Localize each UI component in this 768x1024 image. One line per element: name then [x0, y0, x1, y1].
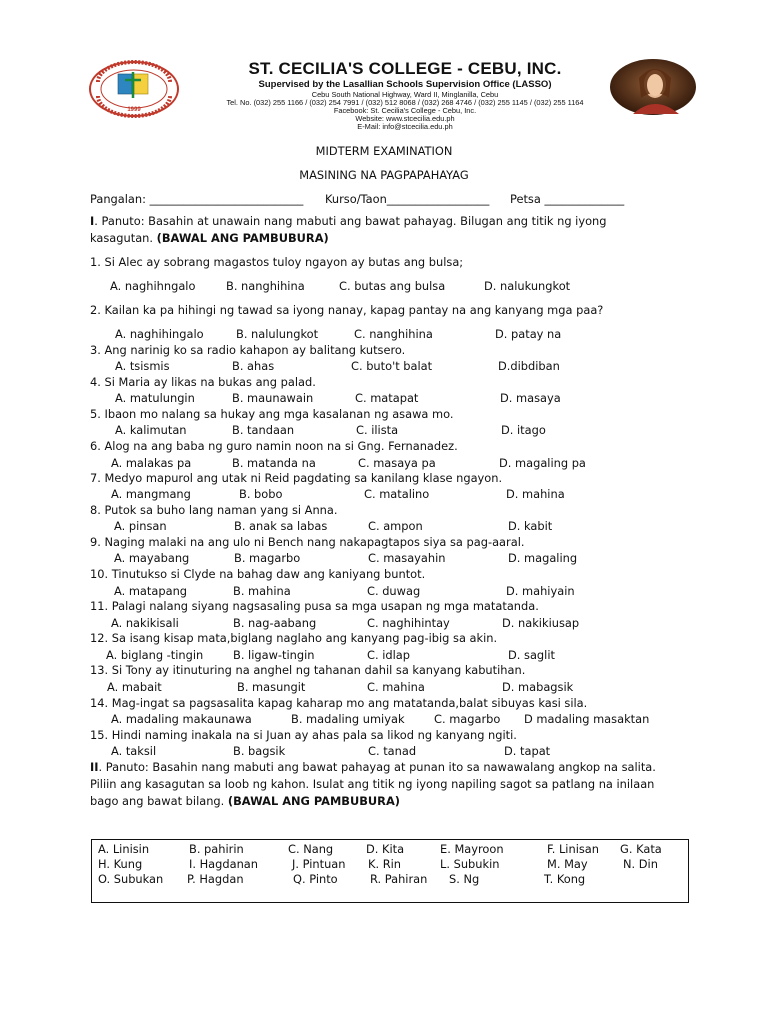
q2-option-a[interactable]: A. naghihingalo	[115, 327, 204, 341]
question-13: 13. Si Tony ay itinuturing na anghel ng tahanan dahil sa kanyang kabutihan.	[90, 663, 526, 677]
college-seal-logo	[88, 60, 180, 118]
address-line: Cebu South National Highway, Ward II, Minglanilla, Cebu	[311, 90, 499, 99]
q9-option-c[interactable]: C. masayahin	[368, 551, 446, 565]
q5-option-c[interactable]: C. ilista	[356, 423, 399, 437]
q14-option-d[interactable]: D madaling masaktan	[524, 712, 650, 726]
q5-option-b[interactable]: B. tandaan	[232, 423, 295, 437]
q15-option-a[interactable]: A. taksil	[111, 744, 157, 758]
question-6: 6. Alog na ang baba ng guro namin noon na si Gng. Fernanadez.	[90, 439, 458, 453]
q7-option-d[interactable]: D. mahina	[506, 487, 565, 501]
tel-line: Tel. No. (032) 255 1166 / (032) 254 7991 / (032) 512 8068 / (032) 268 4746 / (032) 255 1145 / (032) 255 1164	[226, 98, 584, 107]
choice-h: H. Kung	[98, 857, 143, 871]
supervision-line: Supervised by the Lasallian Schools Supervision Office (LASSO)	[258, 79, 552, 90]
question-10: 10. Tinutukso si Clyde na bahag daw ang kaniyang buntot.	[90, 567, 426, 581]
choice-f: F. Linisan	[547, 842, 599, 856]
question-7: 7. Medyo mapurol ang utak ni Reid pagdating sa kanilang klase ngayon.	[90, 471, 503, 485]
q14-option-b[interactable]: B. madaling umiyak	[291, 712, 405, 726]
choice-s: S. Ng	[449, 872, 480, 886]
choice-r: R. Pahiran	[370, 872, 428, 886]
course-field[interactable]: Kurso/Taon__________________	[325, 192, 490, 206]
q7-option-c[interactable]: C. matalino	[364, 487, 430, 501]
q8-option-d[interactable]: D. kabit	[508, 519, 553, 533]
q14-option-c[interactable]: C. magarbo	[434, 712, 501, 726]
question-12: 12. Sa isang kisap mata,biglang naglaho ang kanyang pag-ibig sa akin.	[90, 631, 498, 645]
exam-title: MIDTERM EXAMINATION	[315, 144, 453, 158]
q5-option-d[interactable]: D. itago	[501, 423, 546, 437]
date-field[interactable]: Petsa ______________	[510, 192, 625, 206]
q14-option-a[interactable]: A. madaling makaunawa	[111, 712, 252, 726]
choice-e: E. Mayroon	[440, 842, 504, 856]
q6-option-c[interactable]: C. masaya pa	[358, 456, 436, 470]
word-choices-box	[91, 839, 689, 903]
college-name: ST. CECILIA'S COLLEGE - CEBU, INC.	[248, 59, 562, 78]
question-4: 4. Si Maria ay likas na bukas ang palad.	[90, 375, 316, 389]
q13-option-b[interactable]: B. masungit	[237, 680, 306, 694]
q3-option-a[interactable]: A. tsismis	[115, 359, 170, 373]
email-line: E-Mail: info@stcecilia.edu.ph	[357, 122, 453, 131]
choice-q: Q. Pinto	[293, 872, 338, 886]
q10-option-a[interactable]: A. matapang	[114, 584, 188, 598]
question-5: 5. Ibaon mo nalang sa hukay ang mga kasalanan ng asawa mo.	[90, 407, 454, 421]
choice-p: P. Hagdan	[187, 872, 244, 886]
question-3: 3. Ang narinig ko sa radio kahapon ay balitang kutsero.	[90, 343, 406, 357]
choice-g: G. Kata	[620, 842, 662, 856]
q9-option-d[interactable]: D. magaling	[508, 551, 578, 565]
q10-option-b[interactable]: B. mahina	[233, 584, 291, 598]
q2-option-d[interactable]: D. patay na	[495, 327, 562, 341]
choice-k: K. Rin	[368, 857, 402, 871]
q1-option-d[interactable]: D. nalukungkot	[484, 279, 571, 293]
part1-instruction-line1: I. Panuto: Basahin at unawain nang mabuti ang bawat pahayag. Bilugan ang titik ng iyong	[90, 214, 607, 228]
q3-option-c[interactable]: C. buto't balat	[351, 359, 433, 373]
q10-option-c[interactable]: C. duwag	[367, 584, 421, 598]
choice-c: C. Nang	[288, 842, 334, 856]
q11-option-b[interactable]: B. nag-aabang	[233, 616, 317, 630]
saint-cecilia-portrait	[609, 58, 697, 116]
choice-a: A. Linisin	[98, 842, 150, 856]
q3-option-d[interactable]: D.dibdiban	[498, 359, 560, 373]
facebook-line: Facebook: St. Cecilia's College - Cebu, Inc.	[333, 106, 477, 115]
q12-option-c[interactable]: C. idlap	[367, 648, 410, 662]
q1-option-b[interactable]: B. nanghihina	[226, 279, 305, 293]
name-field[interactable]: Pangalan: ___________________________	[90, 192, 304, 206]
question-11: 11. Palagi nalang siyang nagsasaling pusa sa mga usapan ng mga matatanda.	[90, 599, 539, 613]
q13-option-d[interactable]: D. mabagsik	[502, 680, 574, 694]
q2-option-c[interactable]: C. nanghihina	[354, 327, 433, 341]
q7-option-a[interactable]: A. mangmang	[111, 487, 191, 501]
website-line: Website: www.stcecilia.edu.ph	[355, 114, 455, 123]
choice-n: N. Din	[623, 857, 658, 871]
exam-subject: MASINING NA PAGPAPAHAYAG	[299, 168, 469, 182]
q10-option-d[interactable]: D. mahiyain	[506, 584, 575, 598]
q6-option-b[interactable]: B. matanda na	[232, 456, 316, 470]
part1-instruction-line2: kasagutan. (BAWAL ANG PAMBUBURA)	[90, 231, 329, 245]
question-14: 14. Mag-ingat sa pagsasalita kapag kaharap mo ang matatanda,balat sibuyas kasi sila.	[90, 696, 588, 710]
q11-option-d[interactable]: D. nakikiusap	[502, 616, 580, 630]
school-header	[0, 55, 768, 131]
q8-option-a[interactable]: A. pinsan	[114, 519, 167, 533]
q11-option-a[interactable]: A. nakikisali	[111, 616, 179, 630]
question-8: 8. Putok sa buho lang naman yang si Anna.	[90, 503, 338, 517]
q4-option-a[interactable]: A. matulungin	[115, 391, 195, 405]
q8-option-b[interactable]: B. anak sa labas	[234, 519, 328, 533]
q4-option-b[interactable]: B. maunawain	[232, 391, 314, 405]
choice-t: T. Kong	[544, 872, 586, 886]
q15-option-d[interactable]: D. tapat	[504, 744, 551, 758]
q1-option-a[interactable]: A. naghihngalo	[110, 279, 196, 293]
choice-d: D. Kita	[366, 842, 405, 856]
part2-instruction-line2: Piliin ang kasagutan sa loob ng kahon. Isulat ang titik ng iyong napiling sagot sa patlang na inilaan	[90, 777, 655, 791]
q13-option-a[interactable]: A. mabait	[107, 680, 162, 694]
q4-option-c[interactable]: C. matapat	[355, 391, 419, 405]
choice-j: J. Pintuan	[292, 857, 346, 871]
q12-option-a[interactable]: A. biglang -tingin	[106, 648, 204, 662]
choice-b: B. pahirin	[189, 842, 244, 856]
q4-option-d[interactable]: D. masaya	[500, 391, 561, 405]
q2-option-b[interactable]: B. nalulungkot	[236, 327, 319, 341]
q1-option-c[interactable]: C. butas ang bulsa	[339, 279, 446, 293]
choice-i: I. Hagdanan	[189, 857, 259, 871]
question-15: 15. Hindi naming inakala na si Juan ay ahas pala sa likod ng kanyang ngiti.	[90, 728, 517, 742]
q12-option-d[interactable]: D. saglit	[508, 648, 555, 662]
q13-option-c[interactable]: C. mahina	[367, 680, 425, 694]
q3-option-b[interactable]: B. ahas	[232, 359, 275, 373]
q9-option-b[interactable]: B. magarbo	[234, 551, 301, 565]
q15-option-b[interactable]: B. bagsik	[233, 744, 286, 758]
q15-option-c[interactable]: C. tanad	[368, 744, 417, 758]
q12-option-b[interactable]: B. ligaw-tingin	[233, 648, 315, 662]
part2-instruction-line1: II. Panuto: Basahin nang mabuti ang bawat pahayag at punan ito sa nawawalang angkop na salita.	[90, 760, 656, 774]
q5-option-a[interactable]: A. kalimutan	[115, 423, 187, 437]
logo-year: 1999	[127, 107, 141, 113]
question-1: 1. Si Alec ay sobrang magastos tuloy ngayon ay butas ang bulsa;	[90, 255, 464, 269]
choice-o: O. Subukan	[98, 872, 164, 886]
q11-option-c[interactable]: C. naghihintay	[367, 616, 450, 630]
part2-instruction-line3: bago ang bawat bilang. (BAWAL ANG PAMBUBURA)	[90, 794, 400, 808]
q8-option-c[interactable]: C. ampon	[368, 519, 423, 533]
choice-l: L. Subukin	[440, 857, 500, 871]
q6-option-d[interactable]: D. magaling pa	[499, 456, 586, 470]
choice-m: M. May	[547, 857, 588, 871]
question-2: 2. Kailan ka pa hihingi ng tawad sa iyong nanay, kapag pantay na ang kanyang mga paa?	[90, 303, 604, 317]
q9-option-a[interactable]: A. mayabang	[114, 551, 190, 565]
q7-option-b[interactable]: B. bobo	[239, 487, 283, 501]
question-9: 9. Naging malaki na ang ulo ni Bench nang nakapagtapos siya sa pag-aaral.	[90, 535, 525, 549]
q6-option-a[interactable]: A. malakas pa	[111, 456, 192, 470]
